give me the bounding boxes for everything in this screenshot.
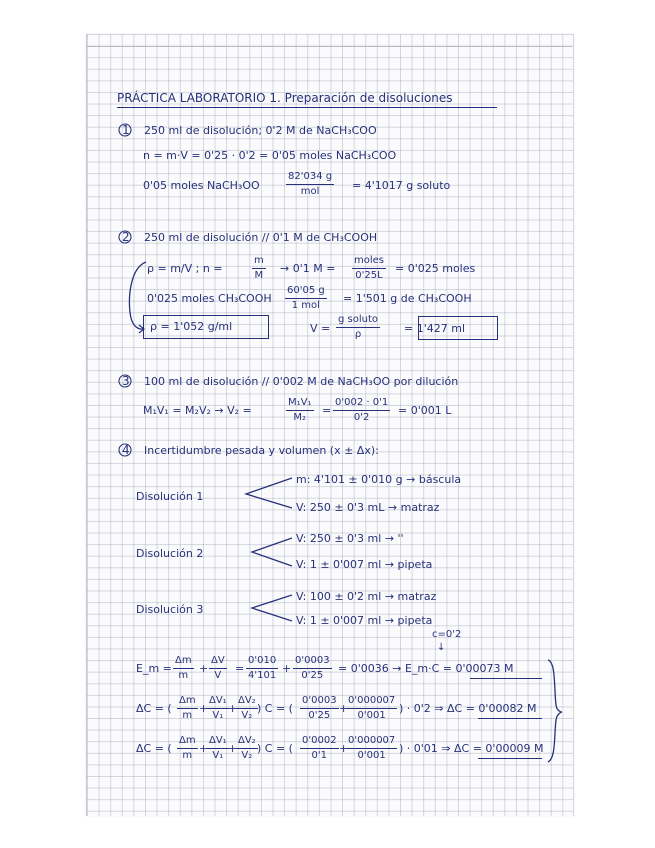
dilution-formula: M₁V₁ = M₂V₂ → V₂ = (143, 404, 252, 417)
fraction-numerator: ΔV₁ (207, 735, 229, 749)
fraction-numerator: 0'0003 (293, 655, 332, 669)
dilution-result: = 0'001 L (398, 404, 452, 417)
eq2-lhs: ΔC = ( (136, 702, 172, 715)
fraction-numerator: Δm (177, 695, 198, 709)
fraction-numerator: ΔV (209, 655, 227, 669)
fraction-denominator: M (254, 270, 264, 281)
fraction-numerator: 0'002 · 0'1 (333, 397, 390, 411)
fraction-numerator: Δm (173, 655, 194, 669)
disolucion-1-volume: V: 250 ± 0'3 mL → matraz (296, 501, 440, 514)
fraction-numerator: 0'0003 (300, 695, 339, 709)
fraction-denominator: m (182, 710, 193, 721)
fraction-numerator: m (252, 255, 266, 269)
section-3-heading: 100 ml de disolución // 0'002 M de NaCH₃OO por dilución (144, 375, 459, 388)
fraction-numerator: M₁V₁ (286, 397, 314, 411)
section-2-mass-result: = 1'501 g de CH₃COOH (343, 292, 472, 305)
fraction-denominator: 0'001 (357, 750, 386, 761)
fraction-numerator: ΔV₂ (236, 735, 258, 749)
fraction-denominator: 0'25 (308, 710, 331, 721)
eq1-lhs: E_m = (136, 662, 172, 675)
fraction-denominator: m (182, 750, 193, 761)
eq3-result: ) · 0'01 ⇒ ΔC = 0'00009 M (399, 742, 544, 755)
fraction-numerator: moles (352, 255, 386, 269)
page-title: PRÁCTICA LABORATORIO 1. Preparación de disoluciones (117, 91, 453, 105)
eq2-middle: ) C = ( (257, 702, 293, 715)
disolucion-2-label: Disolución 2 (136, 547, 204, 560)
section-4-number: 4 (122, 443, 130, 457)
eq2-plus-3: + (339, 702, 349, 715)
c-value-arrow: ↓ (437, 642, 446, 653)
disolucion-3-volume-1: V: 100 ± 0'2 ml → matraz (296, 590, 437, 603)
fraction-denominator: V (214, 670, 222, 681)
fraction-denominator: mol (300, 186, 320, 197)
fraction-denominator: m (178, 670, 189, 681)
fraction-numerator: 0'0002 (300, 735, 339, 749)
fraction-numerator: 0'000007 (346, 695, 397, 709)
fraction-denominator: 1 mol (291, 300, 320, 311)
c-value-note: c=0'2 (432, 629, 462, 640)
eq3-lhs: ΔC = ( (136, 742, 172, 755)
fraction-denominator: 0'1 (311, 750, 328, 761)
disolucion-1-mass: m: 4'101 ± 0'010 g → báscula (296, 473, 462, 486)
disolucion-1-label: Disolución 1 (136, 490, 204, 503)
fraction-denominator: V₂ (241, 750, 253, 761)
fraction-numerator: 0'000007 (346, 735, 397, 749)
fraction-denominator: 4'101 (248, 670, 277, 681)
dilution-equals: = (322, 404, 332, 417)
disolucion-2-volume-1: V: 250 ± 0'3 ml → '' (296, 532, 404, 545)
fraction-numerator: 60'05 g (285, 285, 327, 299)
fraction-denominator: V₂ (241, 710, 253, 721)
eq3-plus: + (199, 742, 209, 755)
section-2-heading: 250 ml de disolución // 0'1 M de CH₃COOH (144, 231, 378, 244)
eq1-plus-2: + (282, 662, 292, 675)
fraction-numerator: ΔV₁ (207, 695, 229, 709)
section-3-number: 3 (122, 374, 130, 388)
section-1-mass-result: = 4'1017 g soluto (352, 179, 451, 192)
eq1-equals: = (235, 662, 245, 675)
fraction-denominator: 0'001 (357, 710, 386, 721)
section-2-mass-left: 0'025 moles CH₃COOH (147, 292, 272, 305)
fraction-denominator: M₂ (293, 412, 307, 423)
eq2-plus: + (199, 702, 209, 715)
eq3-plus-2: + (228, 742, 238, 755)
disolucion-2-volume-2: V: 1 ± 0'007 ml → pipeta (296, 558, 433, 571)
section-2-number: 2 (122, 230, 130, 244)
fraction-numerator: 0'010 (246, 655, 278, 669)
fraction-denominator: ρ (354, 329, 362, 340)
disolucion-3-label: Disolución 3 (136, 603, 204, 616)
fraction-denominator: V₁ (212, 710, 224, 721)
eq2-result: ) · 0'2 ⇒ ΔC = 0'00082 M (399, 702, 537, 715)
fraction-numerator: 82'034 g (286, 171, 334, 185)
section-2-density-def: ρ = m/V ; n = (147, 262, 223, 275)
section-2-moles-result: = 0'025 moles (395, 262, 476, 275)
fraction-denominator: 0'25 (301, 670, 324, 681)
eq1-result: = 0'0036 → E_m·C = 0'00073 M (338, 662, 514, 675)
eq2-plus-2: + (228, 702, 238, 715)
fraction-numerator: Δm (177, 735, 198, 749)
volume-result: = 1'427 ml (404, 322, 465, 335)
fraction-denominator: 0'25L (355, 270, 383, 281)
fraction-numerator: g soluto (336, 314, 380, 328)
volume-label: V = (310, 322, 331, 335)
eq3-plus-3: + (339, 742, 349, 755)
section-1-number: 1 (122, 123, 130, 137)
section-1-heading: 250 ml de disolución; 0'2 M de NaCH₃COO (144, 124, 377, 137)
section-1-mass-left: 0'05 moles NaCH₃OO (143, 179, 260, 192)
disolucion-3-volume-2: V: 1 ± 0'007 ml → pipeta (296, 614, 433, 627)
fraction-denominator: 0'2 (353, 412, 370, 423)
fraction-numerator: ΔV₂ (236, 695, 258, 709)
fraction-denominator: V₁ (212, 750, 224, 761)
section-4-heading: Incertidumbre pesada y volumen (x ± Δx): (144, 444, 379, 457)
section-2-molarity-arrow: → 0'1 M = (280, 262, 336, 275)
eq3-middle: ) C = ( (257, 742, 293, 755)
eq1-plus: + (199, 662, 209, 675)
section-1-moles-calc: n = m·V = 0'25 · 0'2 = 0'05 moles NaCH₃COO (143, 149, 397, 162)
density-value: ρ = 1'052 g/ml (150, 320, 233, 333)
